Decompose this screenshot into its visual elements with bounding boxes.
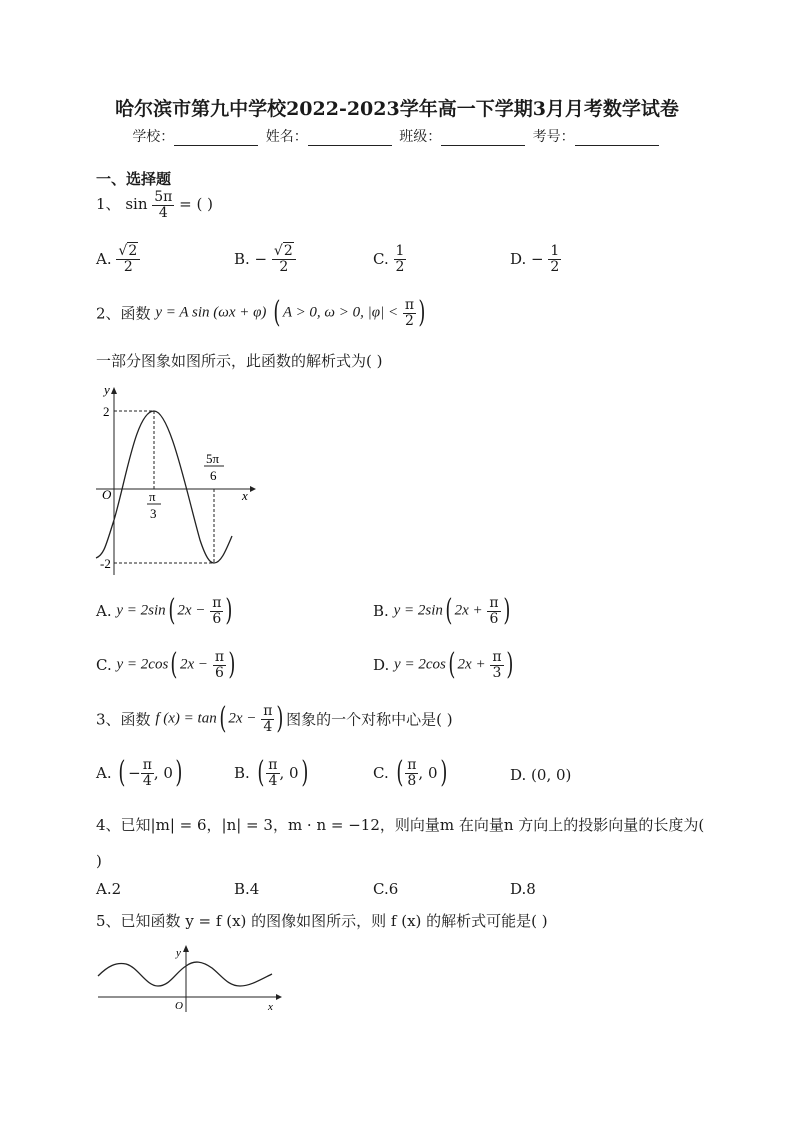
left-paren: ( — [445, 593, 453, 629]
name-blank[interactable] — [308, 130, 392, 146]
fraction — [490, 650, 503, 680]
q3-option-c[interactable] — [373, 755, 449, 791]
tick2-num: 5π — [206, 451, 220, 466]
denominator: 2 — [550, 258, 560, 275]
left-paren: ( — [168, 593, 176, 629]
y-axis-arrow — [183, 945, 189, 952]
right-paren: ) — [439, 755, 447, 791]
y-min-label: -2 — [100, 556, 111, 571]
inner-expression: 2x − — [180, 656, 209, 673]
exam-title: 哈尔滨市第九中学校2022-2023学年高一下学期3月月考数学试卷 — [115, 98, 679, 120]
numerator: π — [142, 757, 152, 773]
question-number: 3、 — [96, 710, 121, 729]
denominator: 6 — [489, 610, 499, 627]
option-text: (0, 0) — [531, 766, 572, 784]
question-number: 5、 — [96, 912, 121, 930]
right-paren: ) — [228, 647, 236, 683]
fraction — [116, 244, 140, 274]
q2-option-b[interactable] — [373, 593, 512, 629]
q4-option-c[interactable]: C.6 — [373, 880, 399, 898]
expression: y = 2cos — [116, 656, 169, 673]
denominator: 2 — [405, 312, 414, 329]
stem-text: 函数 — [120, 710, 151, 729]
number-blank[interactable] — [575, 130, 659, 146]
denominator: 4 — [142, 772, 152, 789]
denominator: 4 — [263, 718, 273, 735]
q4-option-d[interactable]: D.8 — [510, 880, 536, 898]
option-label: D. — [373, 656, 390, 675]
q1-option-d[interactable] — [510, 244, 561, 274]
formula: f (x) = tan — [155, 710, 217, 727]
option-label: A. — [96, 764, 112, 783]
stem-end: = ( ) — [179, 195, 213, 214]
origin-label: O — [175, 1000, 183, 1012]
formula: y = A sin (ωx + φ) — [155, 304, 267, 321]
q2-sine-graph — [90, 380, 265, 580]
radicand: 2 — [283, 243, 293, 259]
numerator: π — [263, 703, 273, 719]
option-label: D. − — [510, 250, 544, 269]
q2-option-a[interactable] — [96, 593, 235, 629]
tick1-num: π — [149, 489, 156, 504]
tick2-den: 6 — [210, 468, 217, 483]
denominator: 2 — [279, 258, 289, 275]
right-paren: ) — [276, 701, 284, 737]
question-4-close: ) — [96, 852, 102, 870]
question-number: 4、 — [96, 816, 121, 834]
expression: y = 2sin — [116, 602, 166, 619]
expression: y = 2sin — [393, 602, 443, 619]
fraction — [266, 758, 279, 788]
numerator: π — [404, 297, 415, 313]
fraction — [272, 244, 296, 274]
question-number: 2、 — [96, 304, 121, 323]
q1-option-a[interactable] — [96, 244, 140, 274]
class-blank[interactable] — [441, 130, 525, 146]
numerator: π — [212, 595, 222, 611]
q1-option-c[interactable] — [373, 244, 406, 274]
right-paren: ) — [505, 647, 513, 683]
stem-end: 图象的一个对称中心是( ) — [286, 710, 453, 729]
question-3-stem — [96, 701, 453, 737]
option-label: B. — [234, 764, 250, 783]
right-paren: ) — [225, 593, 233, 629]
numerator: √2 — [272, 244, 296, 260]
denominator: 4 — [268, 772, 278, 789]
denominator: 2 — [395, 258, 405, 275]
fraction — [403, 298, 416, 328]
fraction — [141, 758, 154, 788]
denominator: 8 — [407, 772, 417, 789]
left-paren: ( — [170, 647, 178, 683]
option-label: A. — [96, 602, 112, 621]
q3-option-d[interactable] — [510, 766, 571, 784]
question-5-stem — [96, 910, 548, 931]
right-paren: ) — [300, 755, 308, 791]
left-paren: ( — [273, 295, 281, 331]
class-label: 班级： — [399, 129, 442, 145]
left-paren: ( — [256, 755, 264, 791]
denominator: 2 — [123, 258, 133, 275]
q3-option-b[interactable] — [234, 755, 310, 791]
option-label: C. — [373, 250, 389, 269]
left-paren: ( — [448, 647, 456, 683]
left-paren: ( — [395, 755, 403, 791]
x-axis-arrow — [250, 486, 256, 492]
right-paren: ) — [502, 593, 510, 629]
school-label: 学校： — [132, 129, 175, 145]
coordinate-rest: , 0 — [418, 764, 438, 783]
fraction — [213, 650, 226, 680]
numerator: π — [492, 649, 502, 665]
question-2-stem — [96, 295, 428, 331]
option-label: B. − — [234, 250, 268, 269]
stem-text: 函数 — [120, 304, 151, 323]
option-label: B. — [373, 602, 389, 621]
q4-option-b[interactable]: B.4 — [234, 880, 260, 898]
stem-text: 已知|m| = 6，|n| = 3，m · n = −12，则向量m 在向量n 方向上的投影向量的长度为( — [120, 816, 705, 834]
y-axis-label: y — [176, 947, 181, 959]
fraction — [394, 244, 407, 274]
x-axis-label: x — [242, 488, 248, 503]
q2-option-d[interactable] — [373, 647, 515, 683]
option-label: C. — [96, 656, 112, 675]
expression: y = 2cos — [394, 656, 446, 673]
radicand: 2 — [128, 243, 138, 259]
inner-expression: 2x + — [454, 602, 483, 619]
fraction — [487, 596, 500, 626]
right-paren: ) — [418, 295, 426, 331]
condition: A > 0, ω > 0, |φ| < — [282, 304, 399, 321]
numerator: √2 — [116, 244, 140, 260]
name-label: 姓名： — [265, 129, 308, 145]
question-4-stem — [96, 814, 704, 835]
fraction — [405, 758, 418, 788]
minus-sign: − — [128, 764, 141, 783]
origin-label: O — [102, 487, 112, 502]
question-number: 1、 — [96, 195, 121, 214]
coordinate-rest: , 0 — [279, 764, 299, 783]
sine-curve — [96, 411, 232, 563]
section-title: 一、选择题 — [96, 170, 172, 188]
numerator: 5π — [154, 189, 173, 205]
right-paren: ) — [175, 755, 183, 791]
question-2-line2: 一部分图象如图所示，此函数的解析式为( ) — [96, 352, 383, 370]
y-max-label: 2 — [103, 404, 110, 419]
wave-curve — [98, 962, 272, 986]
numerator: π — [489, 595, 499, 611]
inner-expression: 2x − — [228, 710, 257, 727]
fraction — [261, 704, 274, 734]
stem-text: 已知函数 y = f (x) 的图像如图所示，则 f (x) 的解析式可能是( ) — [120, 912, 548, 930]
fraction — [210, 596, 223, 626]
numerator: π — [407, 757, 417, 773]
denominator: 6 — [212, 610, 222, 627]
q3-option-a[interactable] — [96, 755, 185, 791]
q5-wave-graph — [94, 942, 284, 1016]
left-paren: ( — [118, 755, 126, 791]
student-info-line — [0, 126, 794, 146]
tick1-den: 3 — [150, 506, 157, 521]
numerator: 1 — [550, 243, 560, 259]
x-axis-label: x — [268, 1001, 273, 1013]
school-blank[interactable] — [174, 130, 258, 146]
fraction — [152, 190, 174, 220]
numerator: π — [214, 649, 225, 665]
y-axis-arrow — [111, 387, 117, 394]
option-label: C. — [373, 764, 389, 783]
option-label: D. — [510, 766, 527, 784]
inner-expression: 2x + — [457, 656, 486, 673]
sin-text: sin — [125, 195, 148, 214]
denominator: 4 — [158, 204, 168, 221]
q4-option-a[interactable]: A.2 — [96, 880, 122, 898]
numerator: π — [268, 757, 278, 773]
q2-option-c[interactable] — [96, 647, 238, 683]
coordinate-rest: , 0 — [153, 764, 173, 783]
number-label: 考号： — [532, 129, 575, 145]
question-1-stem — [96, 190, 213, 220]
denominator: 6 — [214, 664, 224, 681]
numerator: 1 — [395, 243, 405, 259]
fraction — [548, 244, 561, 274]
left-paren: ( — [219, 701, 227, 737]
inner-expression: 2x − — [177, 602, 206, 619]
y-axis-label: y — [104, 382, 110, 397]
denominator: 3 — [492, 664, 502, 681]
q1-option-b[interactable] — [234, 244, 296, 274]
option-label: A. — [96, 250, 112, 269]
x-axis-arrow — [276, 994, 282, 1000]
